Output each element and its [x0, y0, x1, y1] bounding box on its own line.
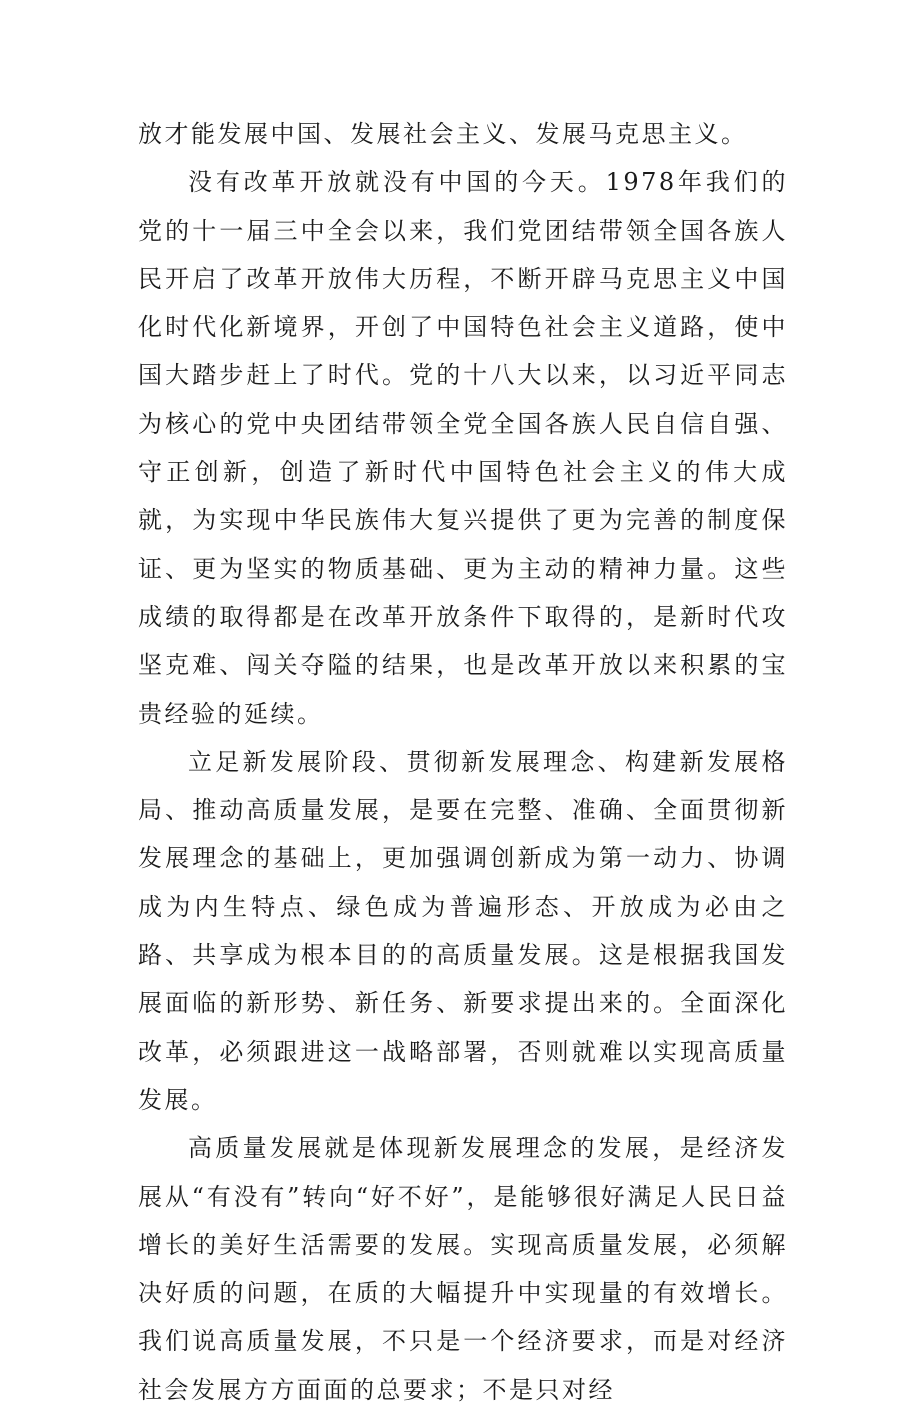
body-text	[138, 110, 788, 1414]
paragraph-1: 放才能发展中国、发展社会主义、发展马克思主义。	[138, 120, 748, 148]
paragraph-3: 立足新发展阶段、贯彻新发展理念、构建新发展格局、推动高质量发展，是要在完整、准确、全面贯彻新发展理念的基础上，更加强调创新成为第一动力、协调成为内生特点、绿色成为普遍形态、开放成为必由之路、共享成为根本目的的高质量发展。这是根据我国发展面临的新形势、新任务、新要求提出来的。全面深化改革，必须跟进这一战略部署，否则就难以实现高质量发展。	[138, 747, 788, 1114]
paragraph-4: 高质量发展就是体现新发展理念的发展，是经济发展从“有没有”转向“好不好”，是能够很好满足人民日益增长的美好生活需要的发展。实现高质量发展，必须解决好质的问题，在质的大幅提升中实现量的有效增长。我们说高质量发展，不只是一个经济要求，而是对经济社会发展方方面面的总要求；不是只对经	[138, 1134, 788, 1404]
paragraph-2: 没有改革开放就没有中国的今天。1978年我们的党的十一届三中全会以来，我们党团结带领全国各族人民开启了改革开放伟大历程，不断开辟马克思主义中国化时代化新境界，开创了中国特色社会主义道路，使中国大踏步赶上了时代。党的十八大以来，以习近平同志为核心的党中央团结带领全党全国各族人民自信自强、守正创新，创造了新时代中国特色社会主义的伟大成就，为实现中华民族伟大复兴提供了更为完善的制度保证、更为坚实的物质基础、更为主动的精神力量。这些成绩的取得都是在改革开放条件下取得的，是新时代攻坚克难、闯关夺隘的结果，也是改革开放以来积累的宝贵经验的延续。	[138, 168, 788, 728]
